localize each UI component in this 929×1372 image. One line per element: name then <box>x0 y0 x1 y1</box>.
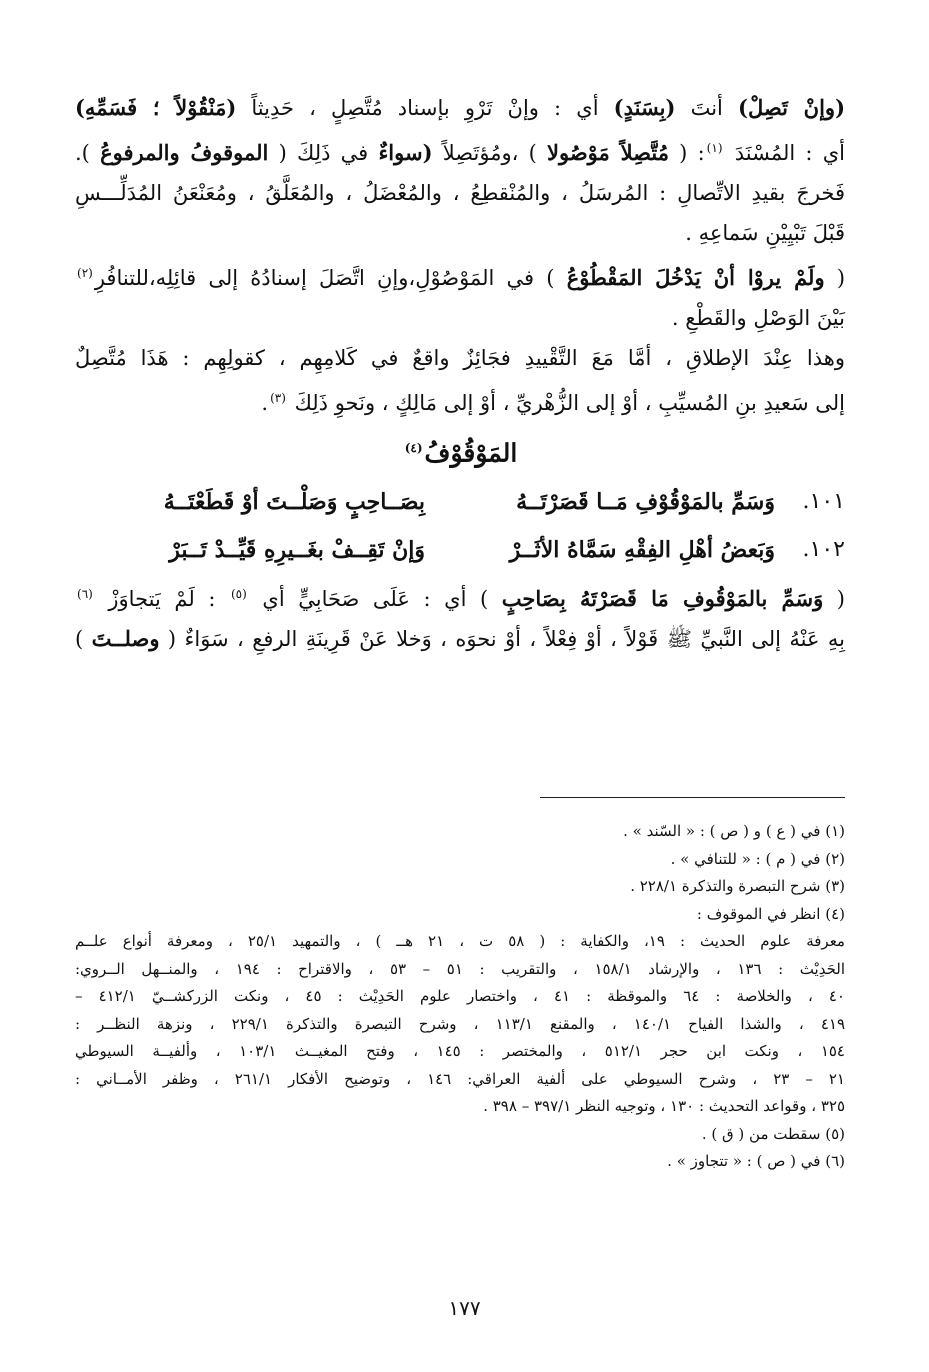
verse-number: ١٠١. <box>802 489 845 515</box>
verse-second-hemistich: وَإنْ تَقِــفْ بغَــيرِهِ قَيِّــدْ تَــبَرْ <box>169 537 425 564</box>
footnote-line: ٤٠ ، والخلاصة : ٦٤ والموقظة : ٤١ ، واختصار علوم الحَدِيْث : ٤٥ ، ونكت الزركشــيّ ٤١٢/١ – <box>75 987 845 1005</box>
text-run: ). <box>75 141 101 165</box>
verse-block <box>75 478 845 574</box>
footnote-ref: (٥) <box>230 587 247 602</box>
text-run: . <box>261 391 269 415</box>
text-run: ) في المَوْصُوْلِ،وإنِ اتَّصَلَ إسنادُهُ إلى قائِلِه،للتنافُرِ <box>94 266 567 290</box>
footnote-line: معرفة علوم الحديث : ١٩، والكفاية : ( ٥٨ ت ، ٢١ هــ ) ، والتمهيد ٢٥/١ ، ومعرفة أنواع علــم <box>75 932 845 950</box>
footnote-line: ٣٢٥ ، وقواعد التحديث : ١٣٠ ، وتوجيه النظر ٣٩٧/١ – ٣٩٨ . <box>483 1097 845 1115</box>
text-run: إلى سَعيدِ بنِ المُسيِّبِ ، أوْ إلى الزُّهْريِّ ، أوْ إلى مَالِكٍ ، ونَحوِ ذَلِكَ <box>287 391 845 415</box>
text-run: ( <box>823 587 845 612</box>
text-run: في ذَلِكَ ( <box>268 141 379 165</box>
footnote-line: (٦) في ( ص ) : « تتجاوز » . <box>667 1152 845 1170</box>
text-line <box>75 298 845 338</box>
text-run: (سواءٌ <box>378 140 433 165</box>
footnote-ref: (١) <box>706 141 723 155</box>
verse-number: ١٠٢. <box>802 537 845 563</box>
footnote-ref: (٢) <box>77 266 93 280</box>
footnote-line: (١) في ( ع ) و ( ص ) : « السّند » . <box>623 822 845 840</box>
verse-first-hemistich: وَسَمِّ بالمَوْقُوْفِ مَــا قَصَرْتَــهُ <box>516 489 775 516</box>
verse-second-hemistich: بِصَــاحِبٍ وَصَلْــتَ أوْ قَطَعْتَــهُ <box>163 489 425 516</box>
text-run: بِهِ عَنْهُ إلى النَّبيِّ ﷺ قَوْلاً ، أوْ فِعْلاً ، أوْ نحوَه ، وَخلا عَنْ قَرِينَةِ الرفعِ ، سَوَاءٌ ( <box>159 627 845 652</box>
text-line <box>75 173 845 213</box>
text-run: (وإنْ تَصِلْ) <box>738 95 845 120</box>
text-line <box>75 213 845 253</box>
text-line <box>75 128 845 173</box>
footnote-ref: (٦) <box>77 587 93 602</box>
text-run: بَيْنَ الوَصْلِ والقَطْعِ . <box>671 306 845 330</box>
verse-line <box>75 478 845 526</box>
section-heading <box>75 425 845 476</box>
text-run: أي : المُسْنَدَ <box>724 141 845 165</box>
footnote-line: ٤١٩ ، والشذا الفياح ١٤٠/١ ، والمقنع ١١٣/١ ، وشرح التبصرة والتذكرة ٢٢٩/١ ، ونزهة النظــر : <box>75 1014 845 1033</box>
verse-line <box>75 526 845 574</box>
paragraph-block <box>75 88 845 423</box>
text-line <box>75 338 845 378</box>
text-run: ولَمْ يروْا أنْ يَدْخُلَ المَقْطُوْعُ <box>566 265 825 290</box>
footnote-line: (٢) في ( م ) : « للتنافي » . <box>670 849 845 868</box>
text-run: وصلــتَ <box>91 626 160 652</box>
text-line <box>75 88 845 128</box>
text-run: أي : وإنْ تَرْوِ بإسناد مُتَّصِلٍ ، حَدِيثاً <box>236 96 614 120</box>
text-run: وَسَمِّ بالمَوْقُوفِ مَا قَصَرْتَهُ بِصَاحِبٍ <box>501 586 824 612</box>
text-run: قَبْلَ تَبْيِيْنِ سَماعِهِ . <box>685 221 845 245</box>
footnote-line: (٥) سقطت من ( ق ) . <box>701 1124 845 1143</box>
text-run: ) ،ومُؤتَصِلاً <box>432 141 547 165</box>
text-run: فَخرجَ بقيدِ الاتِّصالِ : المُرسَلُ ، والمُنْقطِعُ ، والمُعْضَلُ ، والمُعَلَّقُ ، ومُعَنْعَنُ المُدَلِّـــسِ <box>75 181 845 205</box>
text-run: ( <box>824 266 846 290</box>
text-run: ) أي : عَلَى صَحَابِيٍّ أي <box>248 587 502 612</box>
text-run: (بِسَنَدٍ) <box>613 95 676 120</box>
heading-footnote-ref: (٤) <box>404 441 423 455</box>
main-text <box>75 88 845 659</box>
footnotes <box>75 818 845 1176</box>
text-run: وهذا عِنْدَ الإطلاقِ ، أمَّا مَعَ التَّقْييدِ فجَائِزٌ واقعٌ في كَلامِهِم ، كقولِهِم : هَذَا مُتَّصِلٌ <box>75 346 845 370</box>
text-line <box>75 574 845 619</box>
footnote-line: ١٥٤ ، ونكت ابن حجر ٥١٢/١ ، والمختصر : ١٤٥ ، وفتح المغيــث ١٠٣/١ ، وألفيــة السيوطي <box>75 1042 845 1060</box>
paragraph-block-2 <box>75 574 845 659</box>
text-line <box>75 619 845 659</box>
text-line <box>75 253 845 298</box>
text-run: الموقوفُ والمرفوعُ <box>100 140 269 165</box>
heading-title: المَوْقُوْفُ <box>424 438 518 468</box>
page-number: ١٧٧ <box>448 1296 481 1320</box>
verse-first-hemistich: وَبَعضُ أهْلِ الفِقْهِ سَمَّاهُ الأثَــرْ <box>509 537 775 564</box>
text-run: (مَنْقُوْلاً ؛ فَسَمِّهِ) <box>75 95 237 120</box>
footnote-ref: (٣) <box>270 391 286 405</box>
text-run: مُتَّصِلاً مَوْصُولا <box>547 140 669 165</box>
footnote-separator <box>540 797 845 798</box>
footnote-line: (٣) شرح التبصرة والتذكرة ٢٢٨/١ . <box>630 877 845 895</box>
footnote-line: الحَدِيْث : ١٣٦ ، والإرشاد ١٥٨/١ ، والتقريب : ٥١ – ٥٣ ، والاقتراح : ١٩٤ ، والمنــهل الــروي: <box>75 959 845 978</box>
footnote-line: ٢١ – ٢٣ ، وشرح السيوطي على ألفية العراقي: ١٤٦ ، وتوضيح الأفكار ٢٦١/١ ، وظفر الأمــاني : <box>75 1069 845 1088</box>
text-run: : ( <box>668 141 705 165</box>
text-line <box>75 378 845 423</box>
footnote-line: (٤) انظر في الموقوف : <box>696 904 845 923</box>
text-run: : لَمْ يَتجاوَزْ <box>94 587 229 612</box>
text-run: ) <box>75 627 92 652</box>
text-run: أنتَ <box>675 96 739 120</box>
